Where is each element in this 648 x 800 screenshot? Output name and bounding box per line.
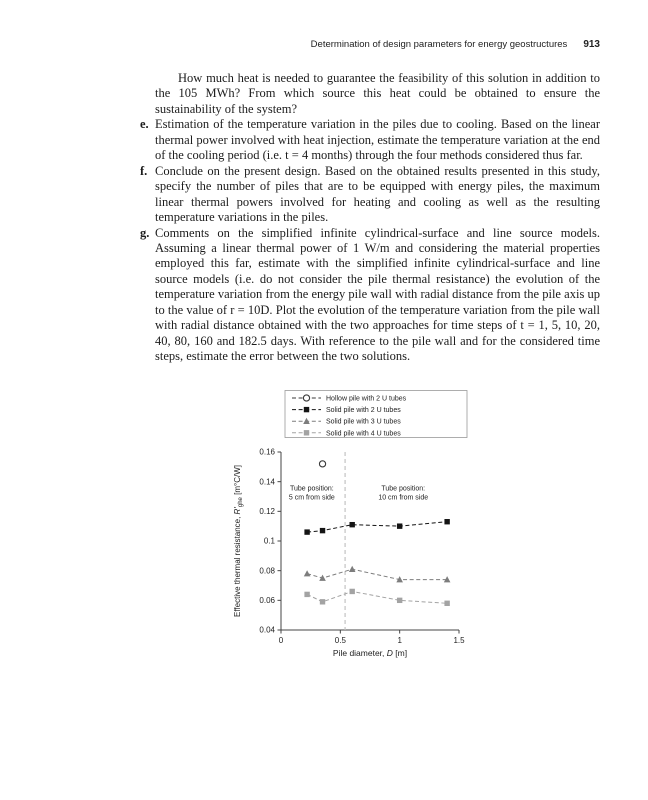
- svg-text:0.06: 0.06: [259, 595, 275, 605]
- list-marker-f: f.: [140, 163, 148, 178]
- body-text: [141, 71, 600, 665]
- svg-text:Tube position:: Tube position:: [289, 485, 334, 493]
- intro-paragraph: How much heat is needed to guarantee the feasibility of this solution in addition to the 105 MWh? From which source this heat could be obtained to ensure the sustainability of the system?: [155, 71, 600, 116]
- list-text-e: Estimation of the temperature variation in the piles due to cooling. Based on the linear thermal power involved with heat injection, estimate the temperature variation at the end of the cooling period (i.e. t = 4 months) through the four methods considered thus far.: [155, 117, 600, 163]
- chart-figure: [229, 389, 477, 665]
- chart-legend: [285, 390, 467, 437]
- svg-text:Solid pile with 4 U tubes: Solid pile with 4 U tubes: [326, 429, 401, 437]
- svg-text:0.5: 0.5: [334, 635, 346, 645]
- svg-text:0.12: 0.12: [259, 506, 275, 516]
- svg-text:5 cm from side: 5 cm from side: [288, 493, 335, 501]
- list-item-e: [141, 117, 600, 163]
- list-item-g: [141, 226, 600, 365]
- svg-text:Solid pile with 3 U tubes: Solid pile with 3 U tubes: [326, 418, 401, 426]
- svg-text:10 cm from side: 10 cm from side: [378, 493, 429, 501]
- svg-text:1: 1: [397, 635, 402, 645]
- svg-text:0.16: 0.16: [259, 447, 275, 457]
- svg-text:Hollow pile with 2 U tubes: Hollow pile with 2 U tubes: [326, 395, 407, 403]
- list-marker-e: e.: [140, 117, 149, 132]
- chart-series-1: [304, 519, 449, 535]
- list-marker-g: g.: [140, 225, 150, 240]
- chart-annotations: [289, 485, 428, 501]
- svg-text:0.04: 0.04: [259, 625, 275, 635]
- svg-text:1.5: 1.5: [453, 635, 465, 645]
- svg-text:Solid pile with 2 U tubes: Solid pile with 2 U tubes: [326, 406, 401, 414]
- svg-text:Tube position:: Tube position:: [381, 485, 426, 493]
- svg-text:0.08: 0.08: [259, 565, 275, 575]
- y-axis-label: Effective thermal resistance, $R'_{ghe}$ [m°C/W]: [233, 464, 244, 617]
- page-number: 913: [583, 39, 600, 50]
- chart-series-3: [304, 588, 449, 605]
- list-item-f: [141, 164, 600, 226]
- list-text-g: Comments on the simplified infinite cylindrical-surface and line source models. Assuming a linear thermal power of 1 W/m and considering the material properties employed this far, estimate with the simplified infinite cylindrical-surface and line source models (i.e. do not consider the pile thermal resistance) the evolution of the temperature variation from the energy pile wall with radial distance from the pile axis up to the value of r = 10D. Plot the evolution of the temperature variation from the pile wall with radial distance obtained with the two approaches for time steps of t = 1, 5, 10, 20, 40, 80, 160 and 182.5 days. With reference to the pile wall and for the considered time steps, estimate the error between the two solutions.: [155, 225, 600, 364]
- thermal-resistance-chart: [229, 389, 477, 661]
- chart-series-0: [319, 460, 325, 466]
- x-axis-label: Pile diameter, D [m]: [332, 647, 408, 658]
- svg-text:0: 0: [278, 635, 284, 645]
- svg-text:0.1: 0.1: [263, 536, 275, 546]
- svg-text:0.14: 0.14: [259, 476, 275, 486]
- running-title: Determination of design parameters for energy geostructures: [310, 39, 568, 50]
- chart-axes: [259, 447, 465, 644]
- list-text-f: Conclude on the present design. Based on the obtained results presented in this study, specify the number of piles that are to be equipped with energy piles, the maximum linear thermal powers involved for heating and cooling as well as the resulting temperature variations in the piles.: [155, 163, 600, 225]
- page-header: [0, 39, 600, 50]
- chart-series-2: [304, 565, 451, 582]
